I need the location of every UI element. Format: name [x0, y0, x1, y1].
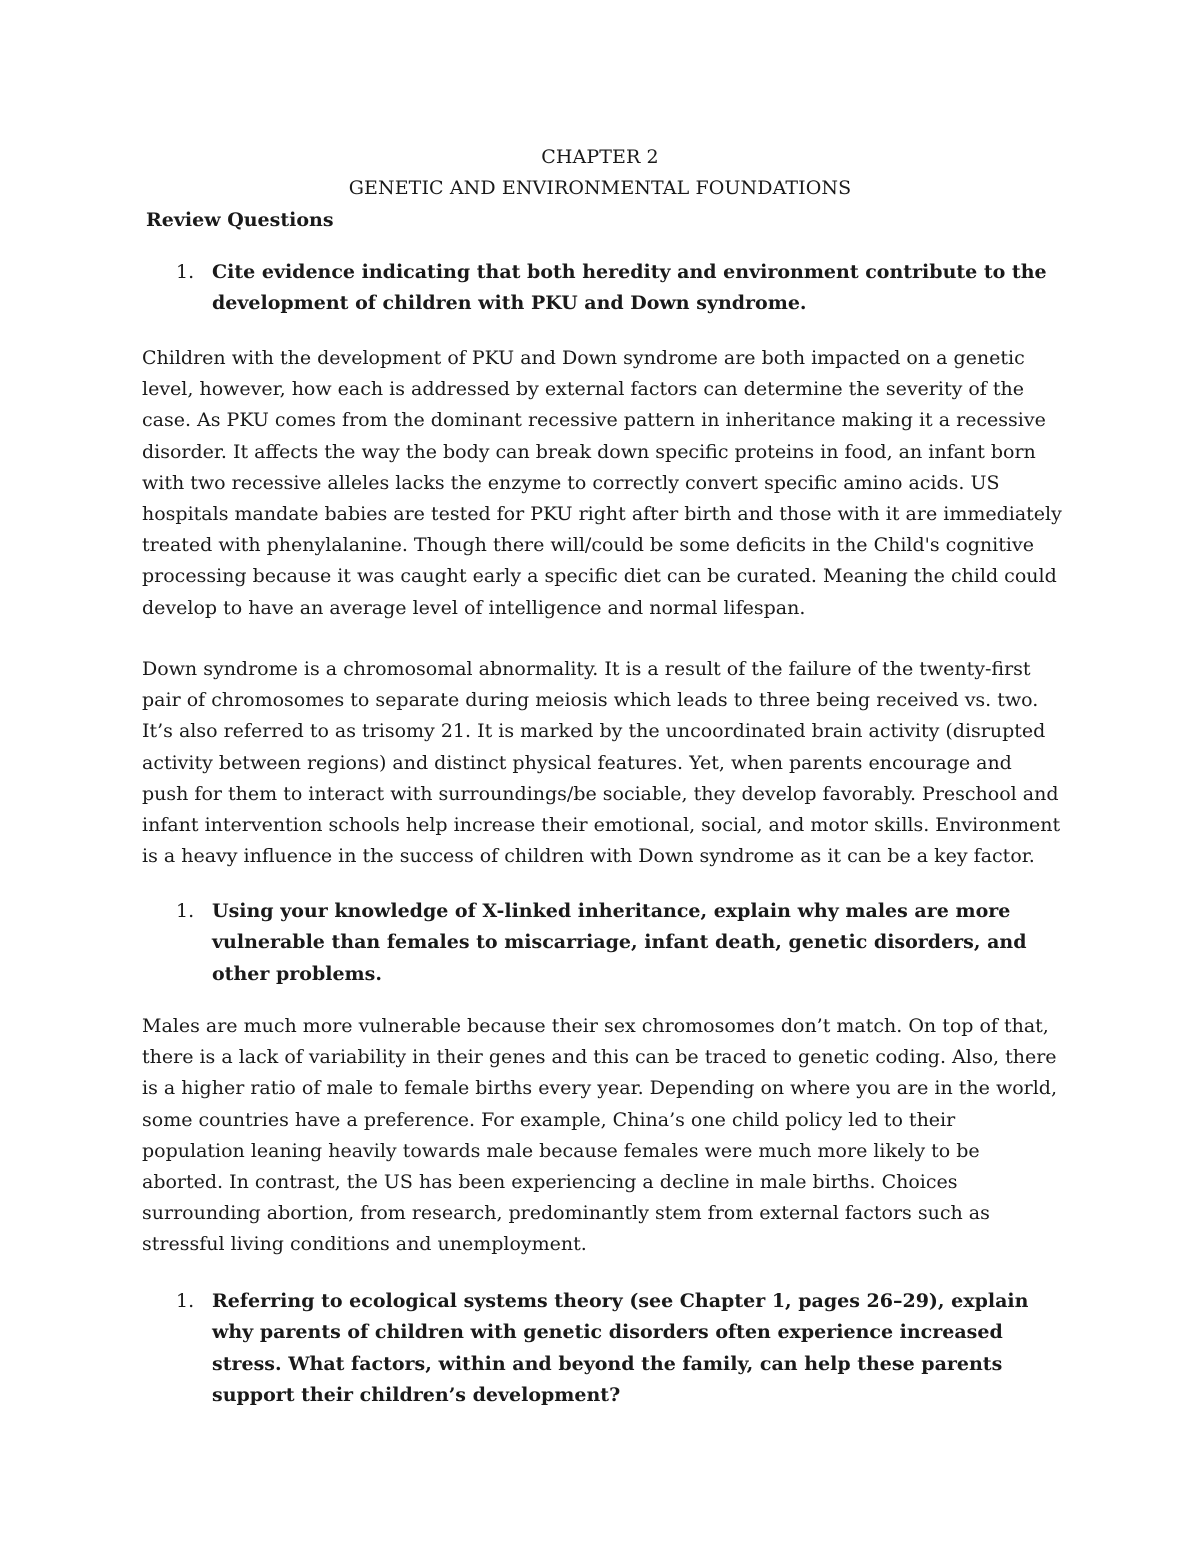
question-number: 1. — [176, 900, 195, 922]
chapter-subtitle: GENETIC AND ENVIRONMENTAL FOUNDATIONS — [348, 177, 852, 199]
section-heading: Review Questions — [146, 209, 334, 231]
review-question-2 — [176, 896, 1056, 990]
question-text: Using your knowledge of X-linked inheritance, explain why males are more vulnerable than females to miscarriage, infant death, genetic disorders, and other problems. — [212, 900, 1027, 985]
chapter-title: CHAPTER 2 — [541, 146, 659, 168]
question-text: Referring to ecological systems theory (see Chapter 1, pages 26–29), explain why parents of children with genetic disorders often experience increased stress. What factors, within and beyond the family, can help these parents support their children’s development? — [212, 1290, 1029, 1406]
question-number: 1. — [176, 261, 195, 283]
answer-paragraph-down-syndrome: Down syndrome is a chromosomal abnormality. It is a result of the failure of the twenty-first pair of chromosomes to separate during meiosis which leads to three being received vs. two. It’s also referred to as trisomy 21. It is marked by the uncoordinated brain activity (disrupted activity between regions) and distinct physical features. Yet, when parents encourage and push for them to interact with surroundings/be sociable, they develop favorably. Preschool and infant intervention schools help increase their emotional, social, and motor skills. Environment is a heavy influence in the success of children with Down syndrome as it can be a key factor. — [142, 658, 1061, 868]
answer-paragraph-x-linked: Males are much more vulnerable because their sex chromosomes don’t match. On top of that, there is a lack of variability in their genes and this can be traced to genetic coding. Also, there is a higher ratio of male to female births every year. Depending on where you are in the world, some countries have a preference. For example, China’s one child policy led to their population leaning heavily towards male because females were much more likely to be aborted. In contrast, the US has been experiencing a decline in male births. Choices surrounding abortion, from research, predominantly stem from external factors such as stressful living conditions and unemployment. — [142, 1015, 1058, 1256]
question-text: Cite evidence indicating that both heredity and environment contribute to the development of children with PKU and Down syndrome. — [212, 261, 1047, 315]
answer-paragraph-pku: Children with the development of PKU and Down syndrome are both impacted on a genetic level, however, how each is addressed by external factors can determine the severity of the case. As PKU comes from the dominant recessive pattern in inheritance making it a recessive disorder. It affects the way the body can break down specific proteins in food, an infant born with two recessive alleles lacks the enzyme to correctly convert specific amino acids. US hospitals mandate babies are tested for PKU right after birth and those with it are immediately treated with phenylalanine. Though there will/could be some deficits in the Child's cognitive processing because it was caught early a specific diet can be curated. Meaning the child could develop to have an average level of intelligence and normal lifespan. — [142, 347, 1062, 619]
question-number: 1. — [176, 1290, 195, 1312]
review-question-1 — [176, 257, 1056, 320]
review-question-3 — [176, 1286, 1056, 1411]
